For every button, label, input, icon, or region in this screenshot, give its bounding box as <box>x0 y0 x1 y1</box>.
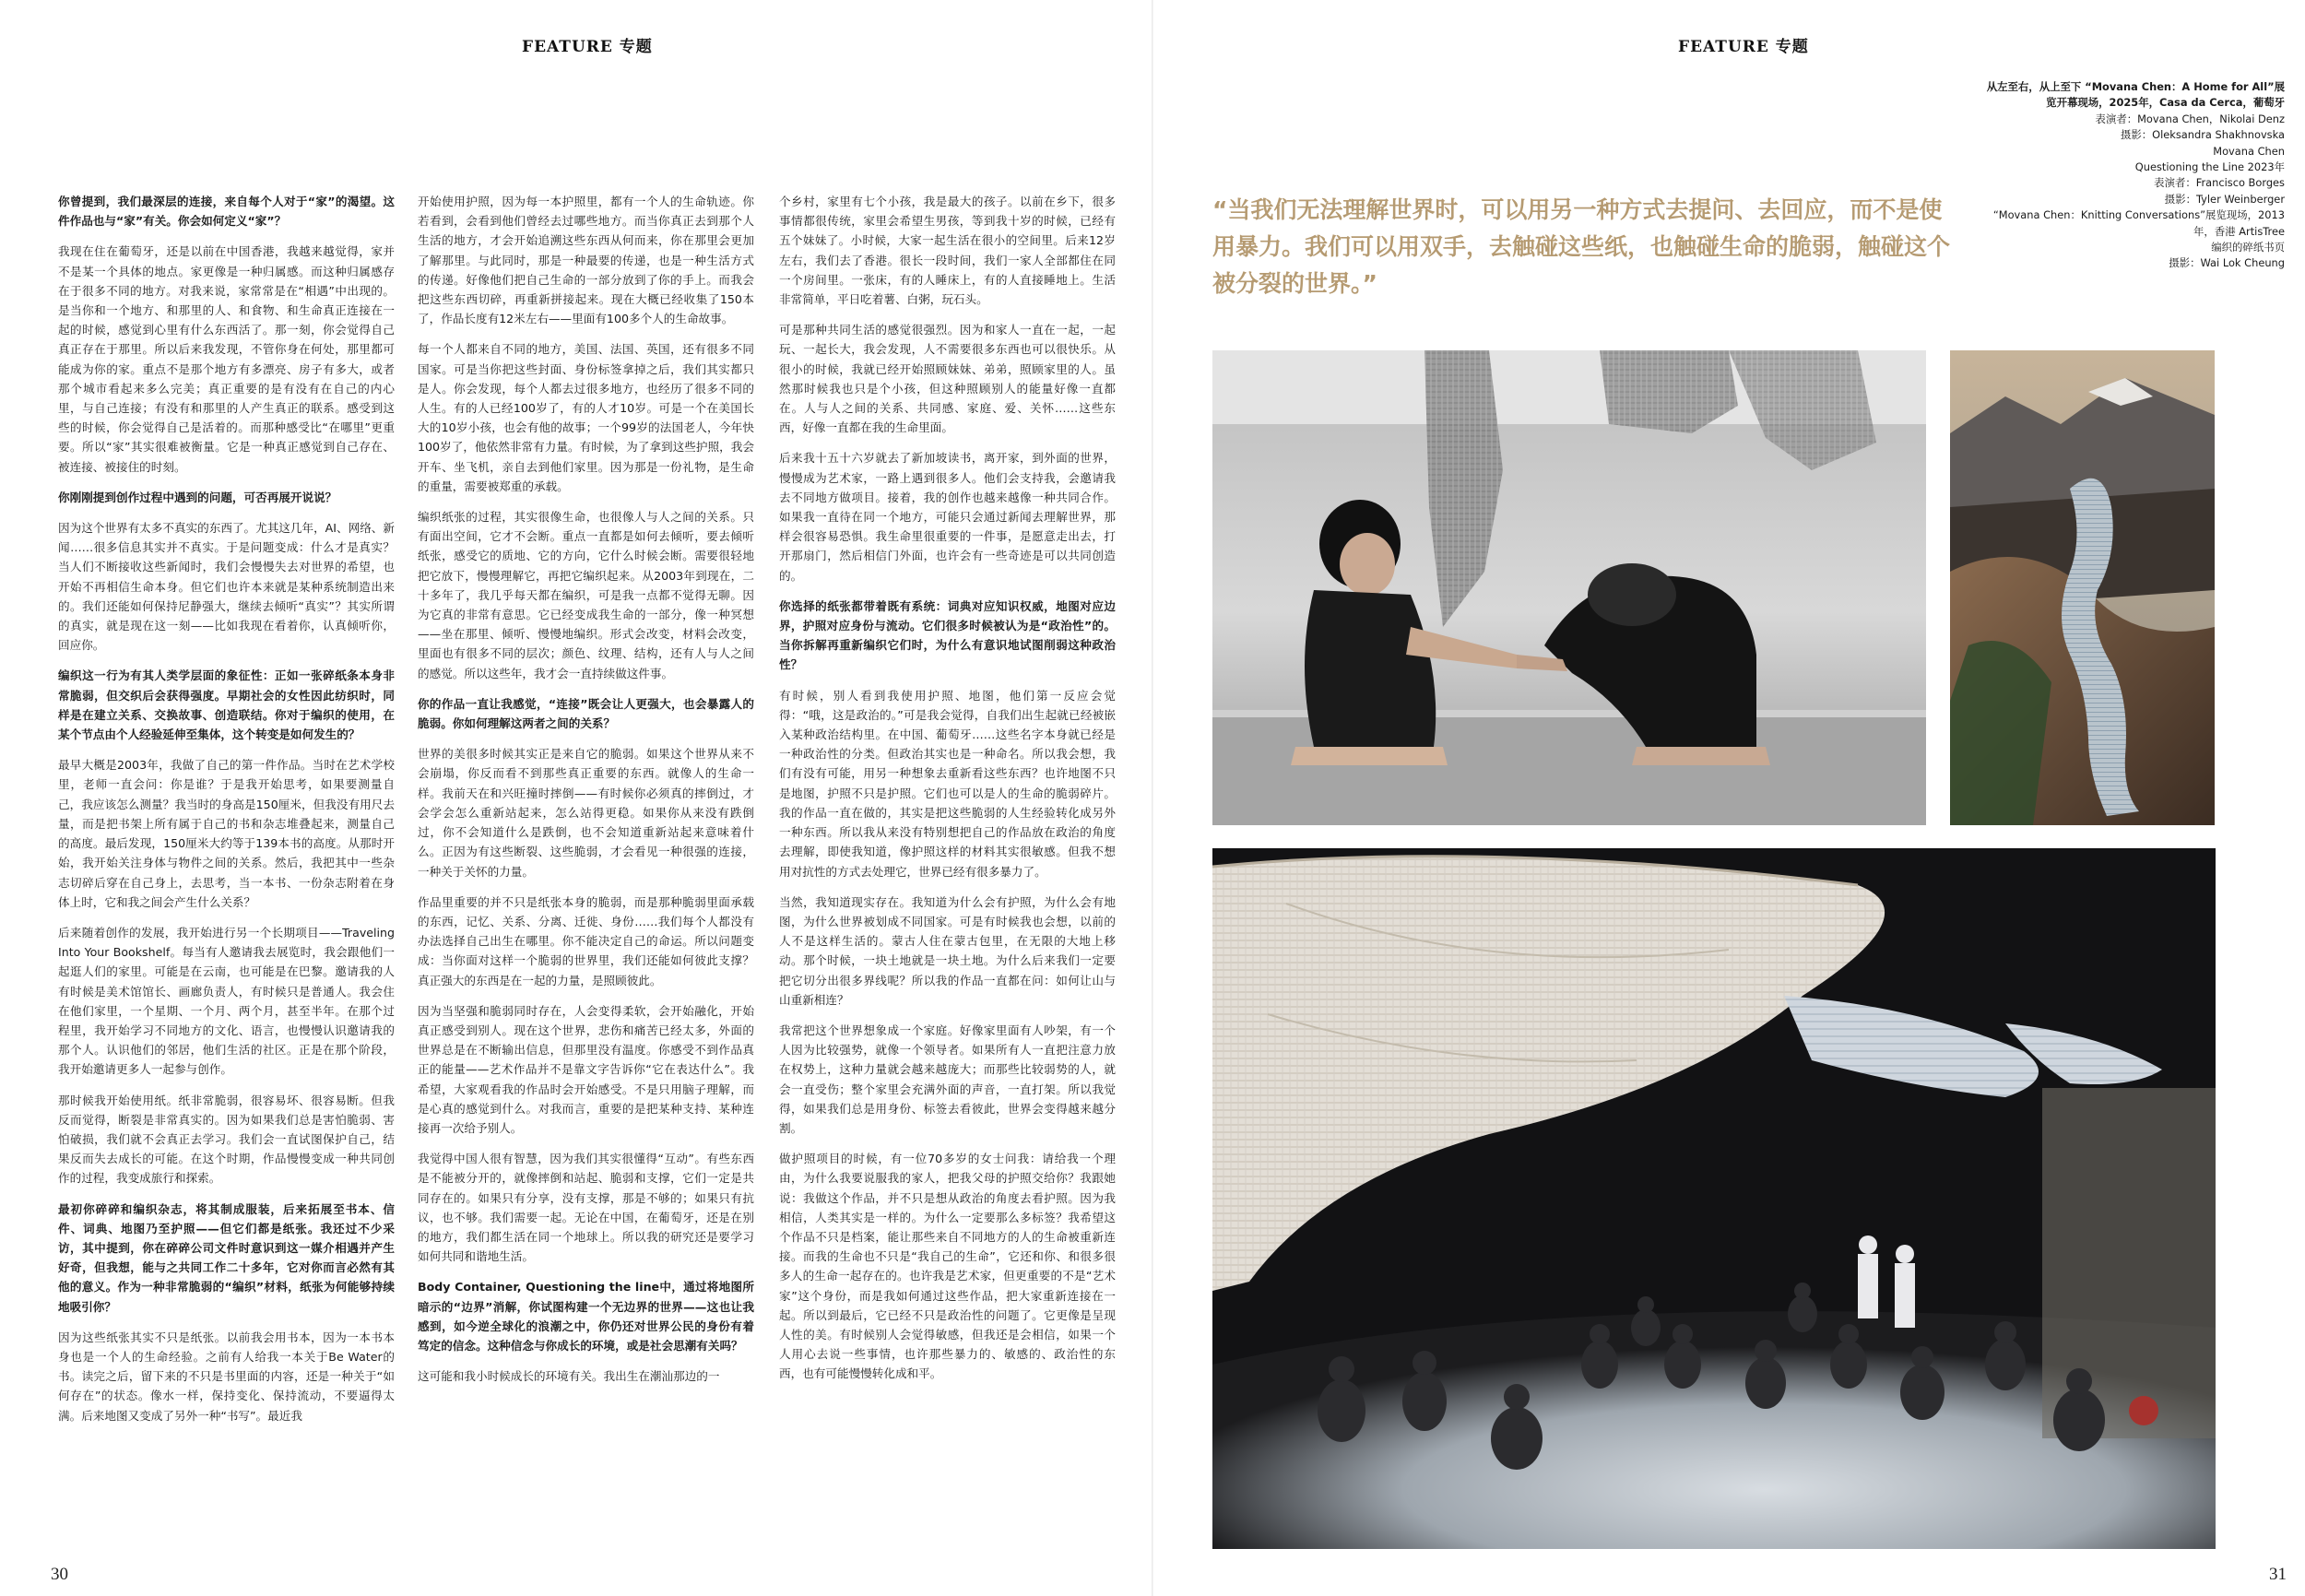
interview-question: Body Container, Questioning the line中，通过将地图所暗示的“边界”消解，你试图构建一个无边界的世界——这也让我感到，如今逆全球化的浪潮之中，你仍还对世界公民的身份有着笃定的信念。这种信念与你成长的环境，或是社会思潮有关吗？ <box>418 1280 754 1353</box>
interview-answer: 开始使用护照，因为每一本护照里，都有一个人的生命轨迹。你若看到，会看到他们曾经去过哪些地方。而当你真正去到那个人生活的地方，才会开始追溯这些东西从何而来，你在那里会更加了解那里。与此同时，那是一种最要的传递，也是一种生活方式的传递。好像他们把自己生命的一部分放到了你的手上。而我会把这些东西切碎，再重新拼接起来。现在大概已经收集了150本了，作品长度有12米左右——里面有100多个人的生命故事。 <box>418 195 754 326</box>
installation-photo <box>1212 848 2216 1549</box>
credit-line: 表演者：Francisco Borges <box>2154 176 2285 190</box>
performance-photo <box>1212 350 1926 825</box>
interview-answer: 有时候，别人看到我使用护照、地图，他们第一反应会觉得：“哦，这是政治的。”可是我会觉得，自我们出生起就已经被嵌入某种政治结构里。在中国、葡萄牙……这些名字本身就已经是一种政治性的分类。但政治其实也是一种命名。所以我会想，我们有没有可能，用另一种想象去重新看这些东西？也许地图不只是地图，护照不只是护照。它们也可以是人的生命的脆弱碎片。我的作品一直在做的，其实是把这些脆弱的人生经验转化成另外一种东西。所以我从来没有特别想把自己的作品放在政治的角度去理解，即使我知道，像护照这样的材料其实很敏感。但我不想用对抗性的方式去处理它，世界已经有很多暴力了。 <box>779 688 1116 879</box>
interview-question: 最初你碎碎和编织杂志，将其制成服装，后来拓展至书本、信件、词典、地图乃至护照——但它们都是纸张。我还过不少采访，其中提到，你在碎碎公司文件时意识到这一媒介相遇并产生好奇，但我想，能与之共同工作二十多年，它对你而言必然有其他的意义。作为一种非常脆弱的“编织”材料，纸张为何能够持续地吸引你？ <box>58 1201 395 1314</box>
interview-answer: 我觉得中国人很有智慧，因为我们其实很懂得“互动”。有些东西是不能被分开的，就像摔倒和站起、脆弱和支撑，它们一定是共同存在的。如果只有分享，没有支撑，那是不够的；如果只有抗议，也不够。我们需要一起。无论在中国，在葡萄牙，还是在别的地方，我们都生活在同一个地球上。所以我的研究还是要学习如何共同和谐地生活。 <box>418 1152 754 1264</box>
interview-answer: 做护照项目的时候，有一位70多岁的女士问我：请给我一个理由，为什么我要说服我的家人，把我父母的护照交给你？我跟她说：我做这个作品，并不只是想从政治的角度去看护照。因为我相信，人类其实是一样的。为什么一定要那么多标签？我希望这个作品不只是档案，能让那些来自不同地方的人的生命被重新连接。而我的生命也不只是“我自己的生命”，它还和你、和很多很多人的生命一起存在的。也许我是艺术家，但更重要的不是“艺术家”这个身份，而是我如何通过这些作品，把大家重新连接在一起。所以到最后，它已经不只是政治性的问题了。它更像是呈现人性的美。有时候别人会觉得敏感，但我还是会相信，如果一个人用心去说一些事情，也许那些暴力的、敏感的、政治性的东西，也有可能慢慢转化成和平。 <box>779 1152 1116 1381</box>
credit-line: Movana Chen <box>2213 144 2285 158</box>
credit-line: 摄影：Wai Lok Cheung <box>2169 256 2285 270</box>
right-page <box>1152 0 2305 1596</box>
interview-answer: 个乡村，家里有七个小孩，我是最大的孩子。以前在乡下，很多事情都很传统，家里会希望生男孩，等到我十岁的时候，已经有五个妹妹了。小时候，大家一起生活在很小的空间里。后来12岁左右，我们去了香港。很长一段时间，我们一家人全部都住在同一个房间里。一张床，有的人睡床上，有的人直接睡地上。生活非常简单，平日吃着薯、白粥，玩石头。 <box>779 195 1116 307</box>
credit-line: 摄影：Tyler Weinberger <box>2164 192 2285 206</box>
page-number-right: 31 <box>2269 1565 2287 1584</box>
interview-question: 你曾提到，我们最深层的连接，来自每个人对于“家”的渴望。这件作品也与“家”有关。你会如何定义“家”？ <box>58 195 395 229</box>
interview-question: 你刚刚提到创作过程中遇到的问题，可否再展开说说？ <box>58 490 337 504</box>
interview-answer: 因为这个世界有太多不真实的东西了。尤其这几年，AI、网络、新闻……很多信息其实并不真实。于是问题变成：什么才是真实？当人们不断接收这些新闻时，我们会慢慢失去对世界的希望，也开始不再相信生命本身。但它们也许本来就是某种系统制造出来的。我们还能如何保持尼静强大，继续去倾听“真实”？其实所谓的真实，就是现在这一刻——比如我现在看着你，认真倾听你，回应你。 <box>58 521 395 653</box>
interview-question: 你的作品一直让我感觉，“连接”既会让人更强大，也会暴露人的脆弱。你如何理解这两者之间的关系？ <box>418 696 754 731</box>
interview-answer: 可是那种共同生活的感觉很强烈。因为和家人一直在一起，一起玩、一起长大，我会发现，人不需要很多东西也可以很快乐。从很小的时候，我就已经开始照顾妹妹、弟弟，照顾家里的人。虽然那时候我也只是个小孩，但这种照顾别人的能量好像一直都在。人与人之间的关系、共同感、家庭、爱、关怀……这些东西，好像一直都在我的生命里面。 <box>779 323 1116 435</box>
section-header-left: FEATURE 专题 <box>522 38 653 56</box>
pull-quote: “当我们无法理解世界时，可以用另一种方式去提问、去回应，而不是使用暴力。我们可以用双手，去触碰这些纸，也触碰生命的脆弱，触碰这个被分裂的世界。” <box>1212 196 1951 297</box>
interview-answer: 那时候我开始使用纸。纸非常脆弱，很容易坏、很容易断。但我反而觉得，断裂是非常真实的。因为如果我们总是害怕脆弱、害怕破损，我们就不会真正去学习。我们会一直试图保护自己，结果反而失去成长的可能。在这个时期，作品慢慢变成一种共同创作的过程，我变成旅行和探索。 <box>58 1093 395 1186</box>
interview-answer: 每一个人都来自不同的地方，美国、法国、英国，还有很多不同国家。可是当你把这些封面、身份标签拿掉之后，我们其实都只是人。你会发现，每个人都去过很多地方，也经历了很多不同的人生。有的人已经100岁了，有的人才10岁。可是一个在美国长大的10岁小孩，也会有他的故事；一个99岁的法国老人，今年快100岁了，他依然非常有力量。有时候，为了拿到这些护照，我会开车、坐飞机，亲自去到他们家里。因为那是一份礼物，是生命的重量，需要被郑重的承载。 <box>418 342 754 493</box>
interview-question: 编织这一行为有其人类学层面的象征性：正如一张碎纸条本身非常脆弱，但交织后会获得强度。早期社会的女性因此纺织时，同样是在建立关系、交换故事、创造联结。你对于编织的使用，在某个节点由个人经验延伸至集体，这个转变是如何发生的？ <box>58 668 395 742</box>
section-header-right: FEATURE 专题 <box>1678 38 1809 56</box>
interview-answer: 后来随着创作的发展，我开始进行另一个长期项目——Traveling Into Your Bookshelf。每当有人邀请我去展览时，我会跟他们一起逛人们的家里。可能是在云南，也可能是在巴黎。邀请我的人有时候是美术馆馆长、画廊负责人，有时候只是普通人。我会住在他们家里，一个星期、一个月、两个月，甚至半年。在那个过程里，我开始学习不同地方的文化、语言，也慢慢认识邀请我的那个人。认识他们的邻居，他们生活的社区。正是在那个阶段，我开始邀请更多人一起参与创作。 <box>58 925 395 1077</box>
landscape-photo <box>1950 350 2215 825</box>
interview-answer: 我现在住在葡萄牙，还是以前在中国香港，我越来越觉得，家并不是某一个具体的地点。家更像是一种归属感。而这种归属感存在于很多不同的地方。对我来说，家常常是在“相遇”中出现的。是当你和一个地方、和那里的人、和食物、和生命真正连接在一起的时候，感觉到心里有什么东西活了。那一刻，你会觉得自己真正存在于那里。所以后来我发现，不管你身在何处，那里都可能成为你的家。重点不是那个地方有多漂亮、房子有多大，或者那个城市看起来多么完美；真正重要的是有没有在自己的内心里，与自己连接；有没有和那里的人产生真正的联系。感受到这些的时候，你会觉得自己是活着的。而那种感受比“在哪里”更重要。所以“家”其实很难被衡量。它是一种真正感觉到自己存在、被连接、被接住的时刻。 <box>58 244 395 474</box>
interview-answer: 编织纸张的过程，其实很像生命，也很像人与人之间的关系。只有面出空间，它才不会断。重点一直都是如何去倾听，要去倾听纸张，感受它的质地、它的方向，它什么时候会断。需要很轻地把它放下，慢慢理解它，再把它编织起来。从2003年到现在，二十多年了，我几乎每天都在编织，可是我一点都不觉得无聊。因为它真的非常有意思。它已经变成我生命的一部分，像一种冥想——坐在那里、倾听、慢慢地编织。形式会改变，材料会改变，里面也有很多不同的层次；颜色、纹理、结构，还有人与人之间的感觉。所以这些年，我才会一直持续做这件事。 <box>418 510 754 680</box>
interview-answer: 因为这些纸张其实不只是纸张。以前我会用书本，因为一本书本身也是一个人的生命经验。之前有人给我一本关于Be Water的书。读完之后，留下来的不只是书里面的内容，还是一种关于“如何存在”的状态。像水一样，保持变化、保持流动，不要逼得太满。后来地图又变成了另外一种“书写”。最近我 <box>58 1330 395 1423</box>
article-column-3 <box>779 192 1116 1538</box>
credit-line: Questioning the Line 2023年 <box>2134 160 2285 174</box>
interview-answer: 世界的美很多时候其实正是来自它的脆弱。如果这个世界从来不会崩塌，你反而看不到那些真正重要的东西。就像人的生命一样。我前天在和兴旺撞时摔倒——有时候你必须真的摔倒过，才会学会怎么重新站起来，怎么站得更稳。如果你从来没有跌倒过，你不会知道什么是跌倒，也不会知道重新站起来意味着什么。正因为有这些断裂、这些脆弱，才会看见一种很强的连接，一种关于关怀的力量。 <box>418 747 754 879</box>
photo-credits <box>1980 79 2285 272</box>
credit-line: “Movana Chen：Knitting Conversations”展览现场，2013年，香港 ArtisTree <box>1992 208 2285 238</box>
interview-answer: 我常把这个世界想象成一个家庭。好像家里面有人吵架，有一个人因为比较强势，就像一个领导者。如果所有人一直把注意力放在权势上，这种力量就会越来越庞大；而那些比较弱势的人，就会一直受伤；整个家里会充满外面的声音，一直打架。所以我觉得，如果我们总是用身份、标签去看彼此，世界会变得越来越分割。 <box>779 1023 1116 1135</box>
interview-answer: 这可能和我小时候成长的环境有关。我出生在潮汕那边的一 <box>418 1369 720 1384</box>
interview-answer: 因为当坚强和脆弱同时存在，人会变得柔软，会开始融化，开始真正感受到别人。现在这个世界，悲伤和痛苦已经太多，外面的世界总是在不断输出信息，但那里没有温度。你感受不到作品真正的能量——艺术作品并不是靠文字告诉你“它在表达什么”。我希望，大家观看我的作品时会开始感受。不是只用脑子理解，而是心真的感觉到什么。对我而言，重要的是把某种支持、某种连接再一次给予别人。 <box>418 1003 754 1135</box>
interview-answer: 最早大概是2003年，我做了自己的第一件作品。当时在艺术学校里，老师一直会问：你是谁？于是我开始思考，如果要测量自己，我应该怎么测量？我当时的身高是150厘米，但我没有用尺去量，而是把书架上所有属于自己的书和杂志堆叠起来，测量自己的高度。最后发现，150厘米大约等于139本书的高度。从那时开始，我开始关注身体与物件之间的关系。然后，我把其中一些杂志切碎后穿在自己身上，去思考，当一本书、一份杂志附着在身体上时，它和我之间会产生什么关系？ <box>58 758 395 909</box>
interview-answer: 作品里重要的并不只是纸张本身的脆弱，而是那种脆弱里面承载的东西，记忆、关系、分离、迁徙、身份……我们每个人都没有办法选择自己出生在哪里。你不能决定自己的命运。所以问题变成：当你面对这样一个脆弱的世界里，我们还能如何彼此支撑？真正强大的东西是在一起的力量，是照顾彼此。 <box>418 894 754 987</box>
left-page <box>0 0 1152 1596</box>
credit-line: 表演者：Movana Chen，Nikolai Denz <box>2095 112 2285 125</box>
interview-question: 你选择的纸张都带着既有系统：词典对应知识权威，地图对应边界，护照对应身份与流动。它们很多时候被认为是“政治性”的。当你拆解再重新编织它们时，为什么有意识地试图削弱这种政治性？ <box>779 598 1116 672</box>
article-column-1 <box>58 192 395 1538</box>
interview-answer: 后来我十五十六岁就去了新加坡读书，离开家，到外面的世界，慢慢成为艺术家，一路上遇到很多人。他们会支持我，会邀请我去不同地方做项目。接着，我的创作也越来越像一种共同合作。如果我一直待在同一个地方，可能只会通过新闻去理解世界，那样会很容易恐惧。我生命里很重要的一件事，是愿意走出去，打开那扇门，然后相信门外面，也许会有一些奇迹是可以共同创造的。 <box>779 451 1116 583</box>
credit-line: 摄影：Oleksandra Shakhnovska <box>2120 128 2285 142</box>
credit-line: 从左至右，从上至下 “Movana Chen：A Home for All”展览开幕现场，2025年，Casa da Cerca，葡萄牙 <box>1986 80 2285 110</box>
article-column-2 <box>418 192 754 1538</box>
credit-line: 编织的碎纸书页 <box>2211 241 2285 254</box>
page-number-left: 30 <box>51 1565 68 1584</box>
interview-answer: 当然，我知道现实存在。我知道为什么会有护照，为什么会有地图，为什么世界被划成不同国家。可是有时候我也会想，以前的人不是这样生活的。蒙古人住在蒙古包里，在无限的大地上移动。那个时候，一块土地就是一块土地。为什么后来我们一定要把它切分出很多界线呢？所以我的作品一直都在问：如何让山与山重新相连？ <box>779 894 1116 1007</box>
